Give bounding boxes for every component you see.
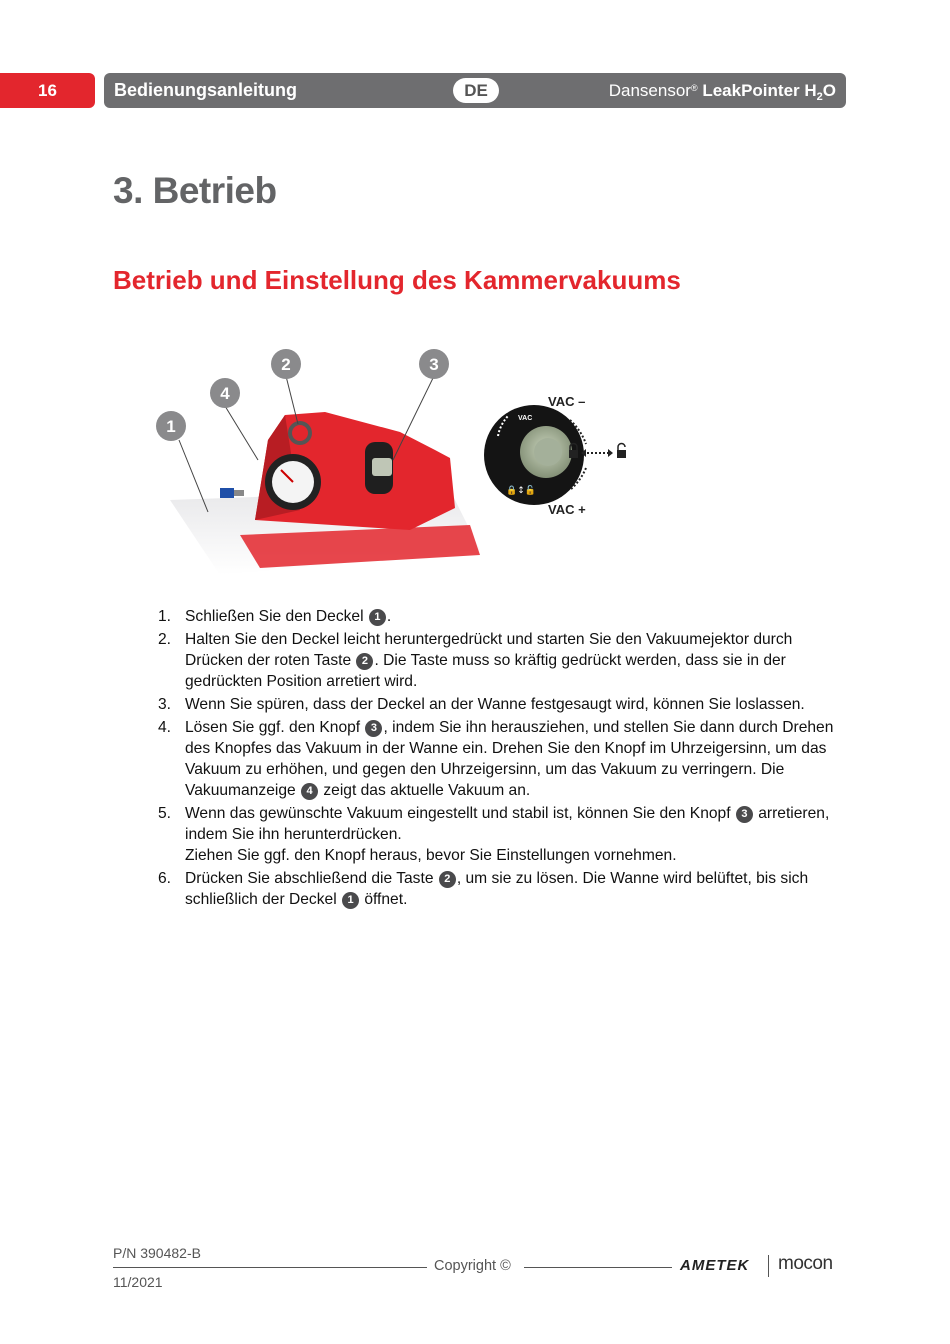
svg-text:3: 3 bbox=[429, 355, 439, 374]
knob-3 bbox=[372, 458, 392, 476]
registered-mark: ® bbox=[690, 83, 698, 93]
step-1: 1. Schließen Sie den Deckel 1 . bbox=[158, 608, 392, 625]
ref-badge: 1 bbox=[342, 892, 359, 909]
lock-toggle-icon bbox=[569, 444, 626, 459]
ref-badge: 2 bbox=[439, 871, 456, 888]
instruction-steps bbox=[150, 606, 840, 912]
step-2: 2. Halten Sie den Deckel leicht heruntergedrückt und starten Sie den Vakuumejektor durch Drücken der roten Taste 2 . Die Taste muss so kräftig gedrückt werden, dass sie in der gedrückten Position arretiert wird. bbox=[158, 631, 793, 690]
ref-badge: 2 bbox=[356, 653, 373, 670]
brand-prefix: Dansensor bbox=[608, 81, 691, 100]
svg-text:VAC: VAC bbox=[518, 415, 533, 422]
svg-text:VAC +: VAC + bbox=[548, 502, 586, 517]
step-3: 3. Wenn Sie spüren, dass der Deckel an der Wanne festgesaugt wird, können Sie loslassen. bbox=[158, 696, 805, 713]
section-title: 3. Betrieb bbox=[113, 170, 277, 211]
product-title bbox=[609, 73, 836, 108]
ametek-logo: AMETEK bbox=[680, 1257, 750, 1274]
footer-rule-right bbox=[524, 1267, 672, 1268]
step-4: 4. Lösen Sie ggf. den Knopf 3 , indem Sie ihn herausziehen, und stellen Sie dann durch Drehen des Knopfes das Vakuum in der Wanne ein. Drehen Sie den Knopf im Uhrzeigersinn, um das Vakuum zu erhöhen, und gegen den Uhrzeigersinn, um das Vakuum zu verringern. Die Vakuumanzeige 4 zeigt das aktuelle Vakuum an. bbox=[158, 719, 834, 799]
page-number: 16 bbox=[0, 73, 95, 108]
ref-badge: 4 bbox=[301, 783, 318, 800]
footer-rule-left bbox=[113, 1267, 427, 1268]
svg-text:VAC –: VAC – bbox=[548, 394, 586, 409]
subsection-title: Betrieb und Einstellung des Kammervakuums bbox=[113, 265, 681, 295]
product-name: LeakPointer $H_2O$ bbox=[702, 81, 836, 103]
language-badge: DE bbox=[453, 78, 499, 103]
copyright: Copyright © bbox=[434, 1258, 511, 1274]
ref-badge: 1 bbox=[369, 609, 386, 626]
logo-separator bbox=[768, 1255, 769, 1277]
svg-text:2: 2 bbox=[281, 355, 291, 374]
hose-connector bbox=[220, 488, 234, 498]
step-6: 6. Drücken Sie abschließend die Taste 2 , um sie zu lösen. Die Wanne wird belüftet, bis sich schließlich der Deckel 1 öffnet. bbox=[158, 870, 809, 908]
revision-date: 11/2021 bbox=[113, 1274, 163, 1290]
part-number: P/N 390482-B bbox=[113, 1245, 201, 1261]
mocon-logo: mocon bbox=[778, 1253, 833, 1274]
svg-text:4: 4 bbox=[220, 384, 230, 403]
svg-text:🔒↕🔓: 🔒↕🔓 bbox=[506, 486, 536, 496]
manual-label: Bedienungsanleitung bbox=[114, 80, 298, 100]
device-figure bbox=[150, 340, 670, 580]
ref-badge: 3 bbox=[736, 806, 753, 823]
ref-badge: 3 bbox=[365, 720, 382, 737]
header-bar bbox=[104, 73, 846, 108]
step-5: 5. Wenn das gewünschte Vakuum eingestellt und stabil ist, können Sie den Knopf 3 arretieren, indem Sie ihn herunterdrücken. Ziehen Sie ggf. den Knopf heraus, bevor Sie Einstellungen vornehmen. bbox=[158, 805, 830, 864]
vac-plus-label: VAC bbox=[548, 502, 575, 517]
vac-minus-label: VAC bbox=[548, 394, 575, 409]
svg-text:1: 1 bbox=[166, 417, 176, 436]
